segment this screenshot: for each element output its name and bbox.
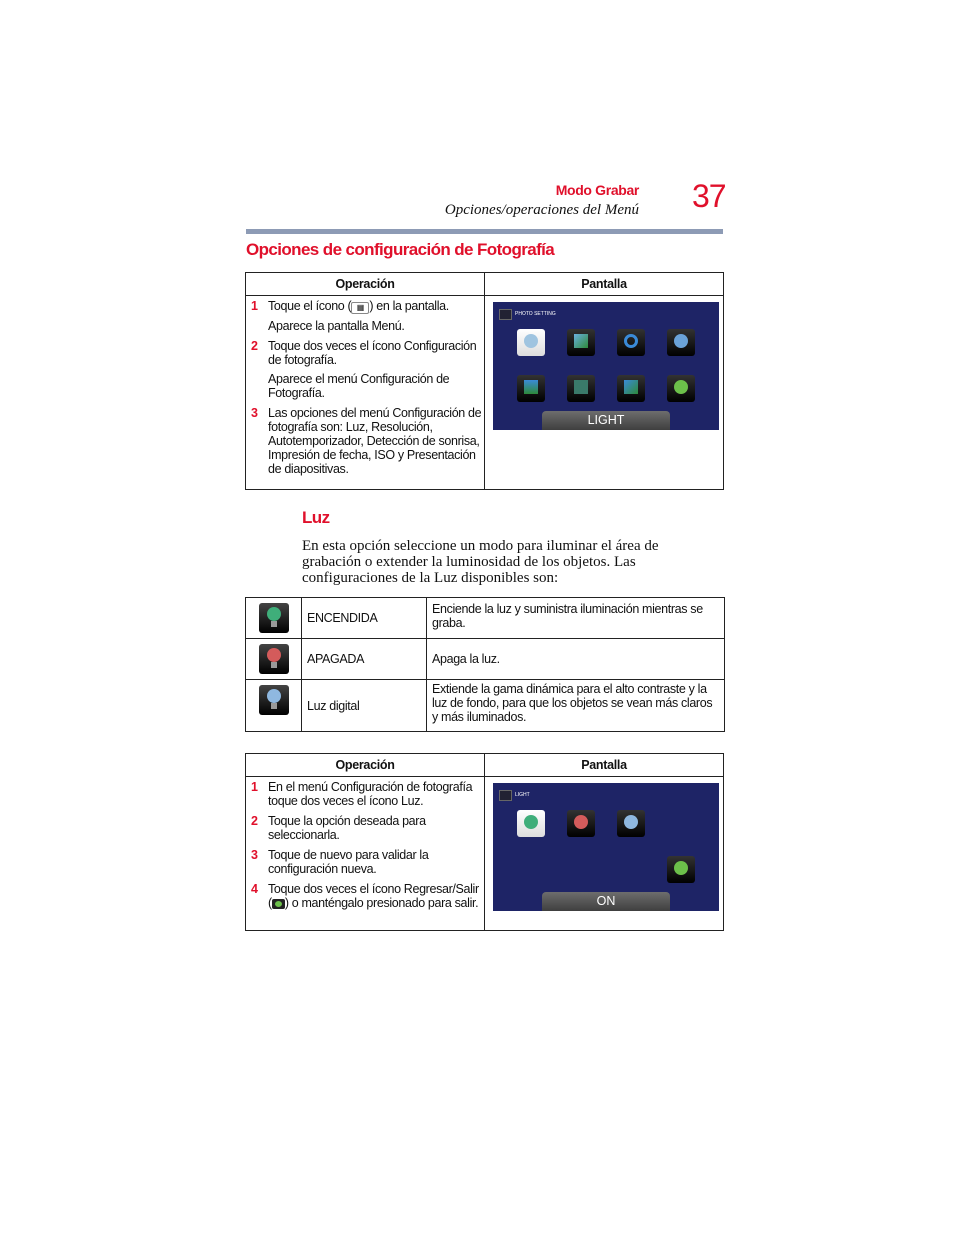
- col-screen: Pantalla: [485, 273, 724, 296]
- step-number: 3: [251, 406, 258, 420]
- option-desc: Apaga la luz.: [427, 639, 725, 680]
- screen-cell: [485, 777, 724, 931]
- digital-light-icon: [259, 685, 289, 715]
- step-text: En el menú Configuración de fotografía toque dos veces el ícono Luz.: [268, 780, 473, 808]
- resolution-icon: [567, 329, 595, 356]
- step-result: Aparece el menú Configuración de Fotografía.: [268, 372, 450, 400]
- step-text: Toque la opción deseada para seleccionarla.: [268, 814, 426, 842]
- step-number: 1: [251, 299, 258, 313]
- step-text: [268, 299, 484, 314]
- screen-title: LIGHT: [515, 792, 530, 798]
- screen-cell: [485, 296, 724, 490]
- table-row: [246, 680, 725, 732]
- light-on-icon: [517, 810, 545, 837]
- header-rule: [246, 229, 723, 234]
- step-text-b: ) en la pantalla.: [369, 299, 449, 313]
- selected-label: ON: [542, 892, 670, 911]
- step-text: [268, 882, 484, 910]
- operation-table-2: [245, 753, 724, 931]
- digital-light-icon: [617, 810, 645, 837]
- option-desc: Enciende la luz y suministra iluminación mientras se graba.: [427, 598, 725, 639]
- step-number: 2: [251, 339, 258, 353]
- col-operation: Operación: [246, 754, 485, 777]
- self-timer-icon: [617, 329, 645, 356]
- date-stamp-icon: [517, 375, 545, 402]
- luz-title: Luz: [302, 508, 330, 527]
- steps-cell: [246, 296, 485, 490]
- option-desc: Extiende la gama dinámica para el alto contraste y la luz de fondo, para que los objetos se vean más claros y más iluminados.: [427, 680, 725, 732]
- light-options-table: [245, 597, 725, 732]
- step-text-a: Toque el ícono (: [268, 299, 352, 313]
- page-number: 37: [692, 178, 726, 214]
- col-operation: Operación: [246, 273, 485, 296]
- screen-title: PHOTO SETTING: [515, 311, 556, 317]
- steps-cell: [246, 777, 485, 931]
- light-off-icon: [259, 644, 289, 674]
- iso-icon: [567, 375, 595, 402]
- option-name: ENCENDIDA: [302, 598, 427, 639]
- selected-label: LIGHT: [542, 411, 670, 430]
- smile-detection-icon: [667, 329, 695, 356]
- photo-setting-screen: [493, 302, 719, 430]
- photo-setting-icon: [499, 309, 512, 320]
- light-icon: [517, 329, 545, 356]
- section-title: Opciones de configuración de Fotografía: [246, 240, 555, 259]
- step-text-a: Toque dos veces el ícono Regresar/Salir (: [268, 882, 479, 910]
- light-screen: [493, 783, 719, 911]
- menu-icon: ▦: [351, 302, 369, 314]
- light-icon: [499, 790, 512, 801]
- header-section: Modo Grabar: [555, 182, 639, 198]
- step-text: Toque dos veces el ícono Configuración de fotografía.: [268, 339, 477, 367]
- return-icon: [272, 899, 285, 909]
- step-number: 4: [251, 882, 258, 896]
- light-off-icon: [567, 810, 595, 837]
- header-subsection: Opciones/operaciones del Menú: [444, 202, 639, 218]
- step-text-b: ) o manténgalo presionado para salir.: [284, 896, 479, 910]
- option-name: Luz digital: [302, 680, 427, 732]
- step-text: Las opciones del menú Configuración de fotografía son: Luz, Resolución, Autotemporizador, Detección de sonrisa, Impresión de fecha, ISO y Presentación de diapositivas.: [268, 406, 482, 476]
- operation-table-1: [245, 272, 724, 490]
- step-text: Toque de nuevo para validar la configuración nueva.: [268, 848, 429, 876]
- table-row: [246, 639, 725, 680]
- col-screen: Pantalla: [485, 754, 724, 777]
- step-number: 1: [251, 780, 258, 794]
- step-number: 2: [251, 814, 258, 828]
- light-on-icon: [259, 603, 289, 633]
- return-icon: [667, 375, 695, 402]
- step-result: Aparece la pantalla Menú.: [268, 319, 405, 333]
- option-name: APAGADA: [302, 639, 427, 680]
- luz-intro: En esta opción seleccione un modo para iluminar el área de grabación o extender la luminosidad de los objetos. Las configuraciones de la Luz disponibles son:: [302, 538, 659, 586]
- step-number: 3: [251, 848, 258, 862]
- slideshow-icon: [617, 375, 645, 402]
- table-row: [246, 598, 725, 639]
- return-icon: [667, 856, 695, 883]
